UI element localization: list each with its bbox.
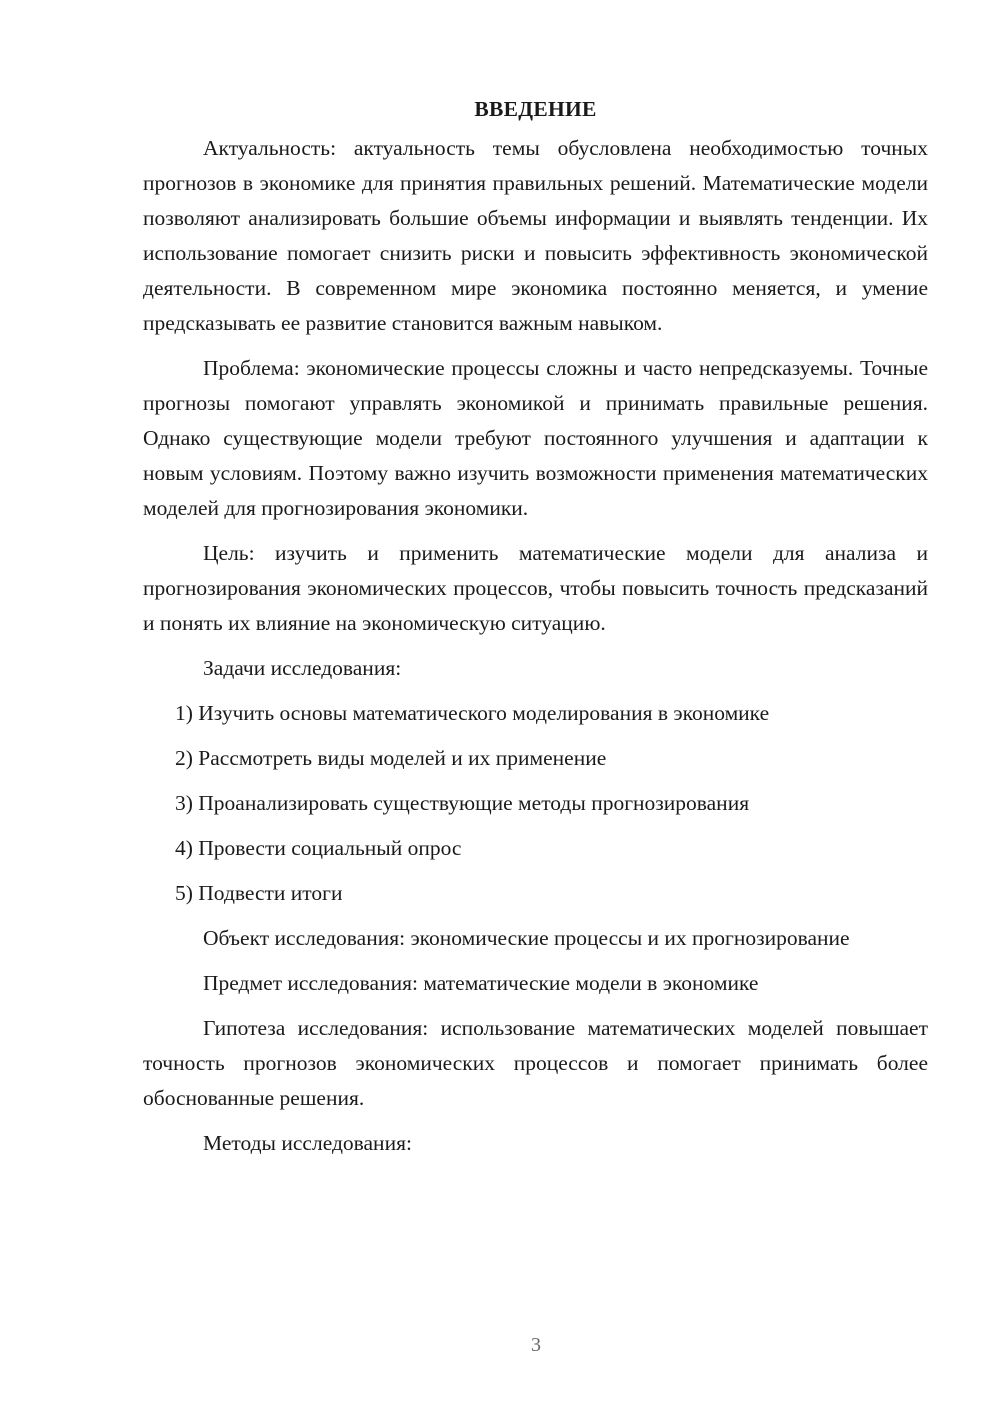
task-item: 5) Подвести итоги (175, 881, 343, 905)
paragraph-hypothesis: Гипотеза исследования: использование математических моделей повышает точность прогнозов экономических процессов и помогает принимать более обоснованные решения. (143, 1016, 928, 1110)
page-title: ВВЕДЕНИЕ (474, 97, 597, 121)
page-number: 3 (531, 1334, 541, 1356)
paragraph-problem: Проблема: экономические процессы сложны и часто непредсказуемы. Точные прогнозы помогают управлять экономикой и принимать правильные решения. Однако существующие модели требуют постоянного улучшения и адаптации к новым условиям. Поэтому важно изучить возможности применения математических моделей для прогнозирования экономики. (143, 356, 928, 520)
task-item: 4) Провести социальный опрос (175, 836, 462, 860)
task-item: 3) Проанализировать существующие методы прогнозирования (175, 791, 750, 815)
tasks-heading: Задачи исследования: (203, 656, 402, 680)
task-item: 2) Рассмотреть виды моделей и их применение (175, 746, 607, 770)
page-content (143, 92, 928, 1171)
task-item: 1) Изучить основы математического моделирования в экономике (175, 701, 770, 725)
paragraph-object: Объект исследования: экономические процессы и их прогнозирование (203, 926, 850, 950)
paragraph-goal: Цель: изучить и применить математические модели для анализа и прогнозирования экономических процессов, чтобы повысить точность предсказаний и понять их влияние на экономическую ситуацию. (143, 541, 928, 635)
paragraph-relevance: Актуальность: актуальность темы обусловлена необходимостью точных прогнозов в экономике для принятия правильных решений. Математические модели позволяют анализировать большие объемы информации и выявлять тенденции. Их использование помогает снизить риски и повысить эффективность экономической деятельности. В современном мире экономика постоянно меняется, и умение предсказывать ее развитие становится важным навыком. (143, 136, 928, 335)
task-list (143, 696, 928, 911)
methods-heading: Методы исследования: (203, 1131, 412, 1155)
paragraph-subject: Предмет исследования: математические модели в экономике (203, 971, 759, 995)
